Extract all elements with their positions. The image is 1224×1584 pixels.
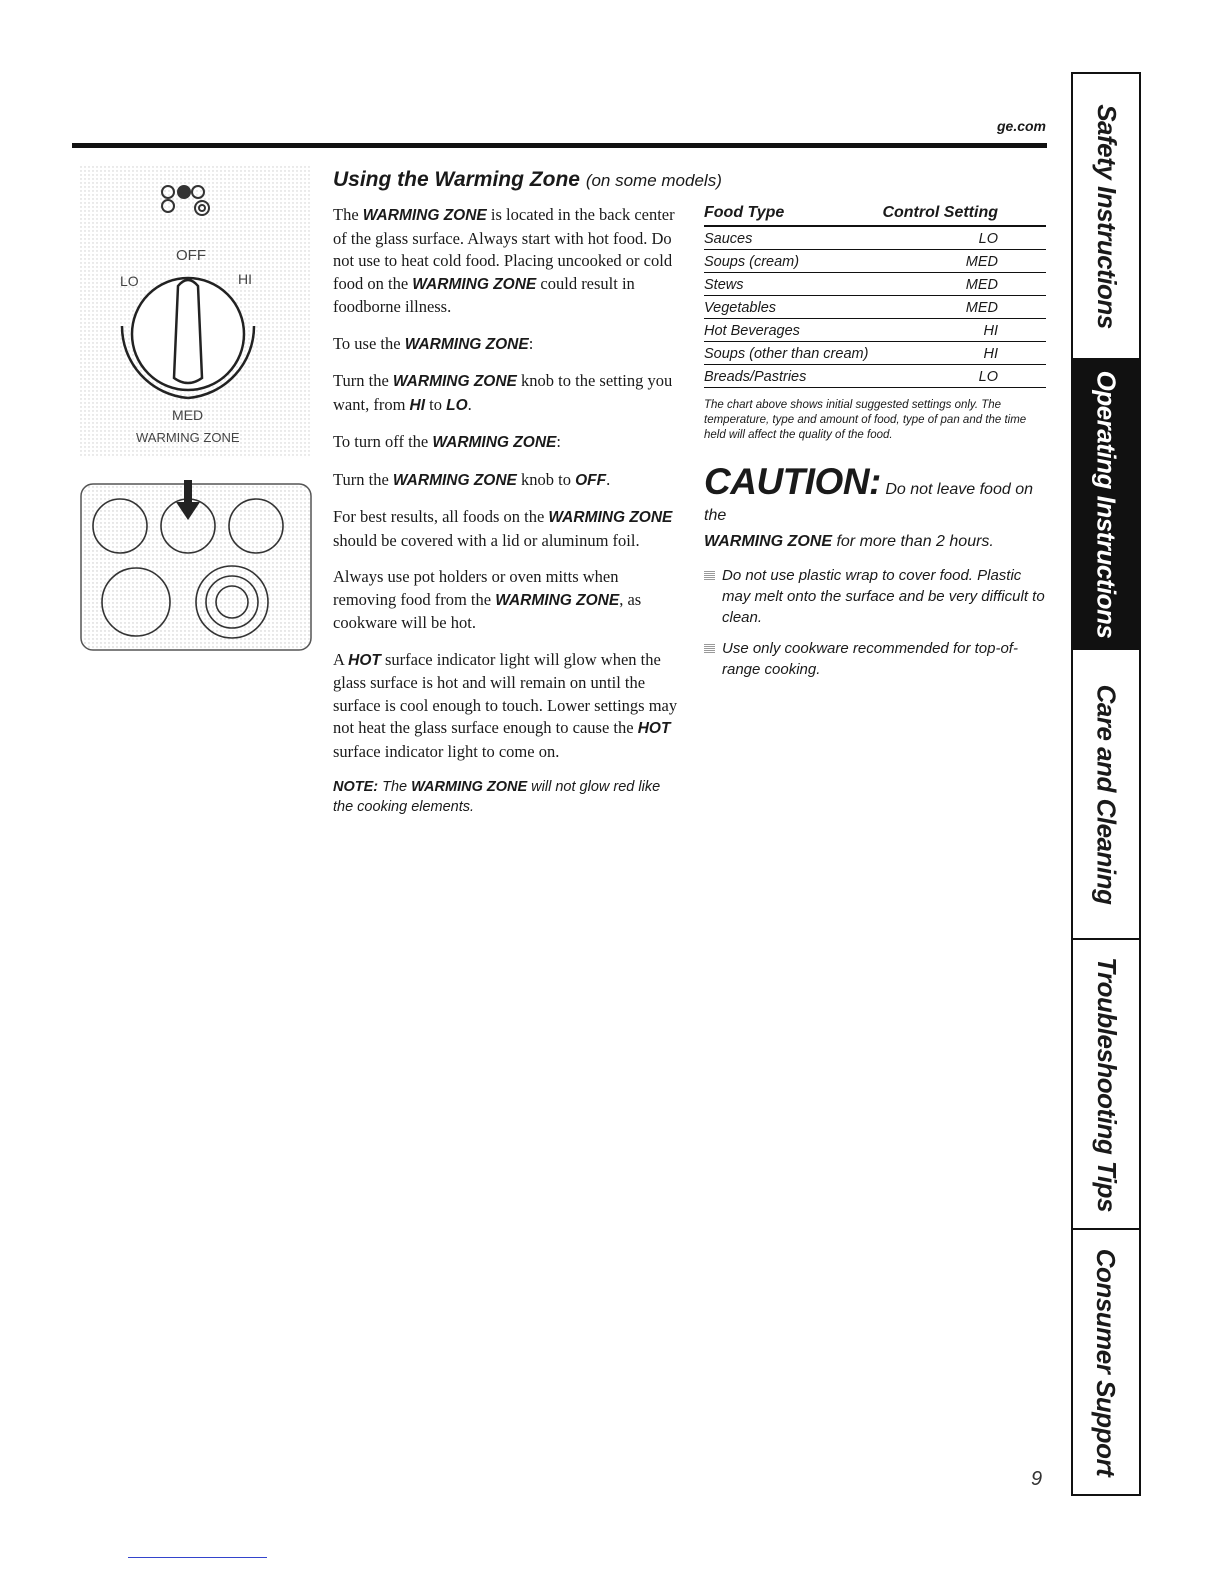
turn-off-heading-paragraph: To turn off the WARMING ZONE: bbox=[333, 432, 561, 451]
knob-hi-label: HI bbox=[238, 271, 252, 287]
food-type-header: Food Type bbox=[704, 204, 875, 226]
tab-care-and-cleaning[interactable]: Care and Cleaning bbox=[1073, 648, 1139, 938]
instructions-column bbox=[333, 204, 678, 817]
tab-safety-instructions[interactable]: Safety Instructions bbox=[1091, 103, 1122, 329]
table-row: Stews MED bbox=[704, 273, 1046, 296]
bullet-icon bbox=[704, 571, 715, 580]
tab-operating-instructions[interactable]: Operating Instructions bbox=[1073, 358, 1139, 648]
cooktop-layout-illustration bbox=[80, 478, 312, 656]
tab-troubleshooting-tips[interactable]: Troubleshooting Tips bbox=[1073, 938, 1139, 1228]
table-row: Sauces LO bbox=[704, 226, 1046, 250]
pot-holders-paragraph: Always use pot holders or oven mitts when removing food from the WARMING ZONE, as cookware will be hot. bbox=[333, 567, 642, 632]
control-settings-table bbox=[704, 204, 1046, 388]
section-title: Using the Warming Zone (on some models) bbox=[333, 168, 722, 191]
knob-zone-label: WARMING ZONE bbox=[136, 430, 240, 445]
page-number: 9 bbox=[1031, 1468, 1043, 1490]
section-tabs bbox=[1071, 72, 1141, 1496]
bottom-link-underline[interactable] bbox=[128, 1557, 267, 1558]
turn-knob-paragraph: Turn the WARMING ZONE knob to the setting you want, from HI to LO. bbox=[333, 371, 673, 414]
bullet-icon bbox=[704, 644, 715, 653]
turn-off-paragraph: Turn the WARMING ZONE knob to OFF. bbox=[333, 469, 611, 489]
note-paragraph: NOTE: The WARMING ZONE will not glow red like the cooking elements. bbox=[333, 779, 661, 815]
knob-med-label: MED bbox=[172, 407, 204, 423]
header-rule bbox=[72, 143, 1047, 148]
caution-block: CAUTION: Do not leave food on the WARMING ZONE for more than 2 hours. bbox=[704, 461, 1033, 550]
knob-lo-label: LO bbox=[120, 273, 139, 289]
table-header-row bbox=[704, 204, 1046, 226]
use-heading-paragraph: To use the WARMING ZONE: bbox=[333, 333, 534, 353]
control-setting-header: Control Setting bbox=[875, 204, 1046, 226]
knob-off-label: OFF bbox=[176, 247, 206, 264]
settings-column bbox=[704, 204, 1048, 680]
tab-consumer-support[interactable]: Consumer Support bbox=[1073, 1228, 1139, 1494]
hot-indicator-paragraph: A HOT surface indicator light will glow when the glass surface is hot and will remain on until the surface is cool enough to touch. Lower settings may not heat the glass surface enough to cause the HOT surface indicator light to come on. bbox=[333, 649, 678, 761]
section-subtitle: (on some models) bbox=[585, 171, 722, 190]
warming-zone-knob-illustration bbox=[80, 166, 312, 456]
chart-note: The chart above shows initial suggested settings only. The temperature, type and amount of food, type of pan and the time held will affect the quality of the food. bbox=[704, 399, 1027, 441]
caution-heading: CAUTION: bbox=[704, 461, 881, 502]
table-row: Vegetables MED bbox=[704, 296, 1046, 319]
table-row: Soups (other than cream) HI bbox=[704, 342, 1046, 365]
table-row: Soups (cream) MED bbox=[704, 250, 1046, 273]
intro-paragraph: The WARMING ZONE is located in the back center of the glass surface. Always start with hot food. Do not use to heat cold food. Placing uncooked or cold food on the WARMING ZONE could result in foodborne illness. bbox=[333, 205, 675, 316]
best-results-paragraph: For best results, all foods on the WARMING ZONE should be covered with a lid or aluminum foil. bbox=[333, 507, 673, 550]
caution-bullet: Do not use plastic wrap to cover food. Plastic may melt onto the surface and be very difficult to clean. bbox=[704, 565, 1052, 628]
caution-bullet: Use only cookware recommended for top-of-range cooking. bbox=[704, 638, 1052, 680]
site-url: ge.com bbox=[996, 118, 1046, 134]
table-row: Hot Beverages HI bbox=[704, 319, 1046, 342]
table-row: Breads/Pastries LO bbox=[704, 365, 1046, 388]
